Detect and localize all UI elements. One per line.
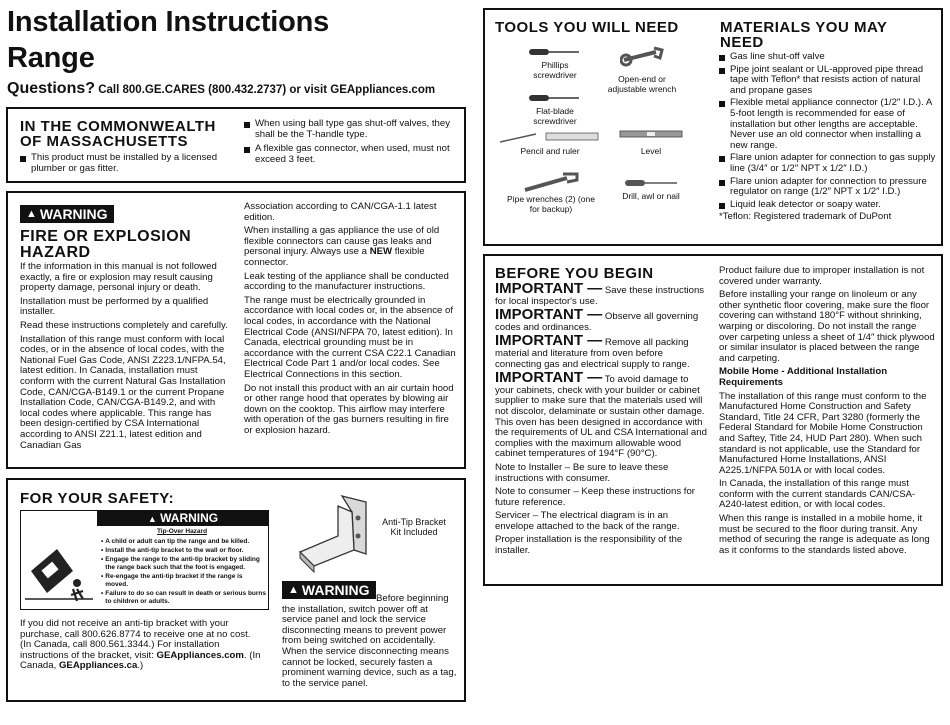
tool-level: Level: [611, 130, 691, 156]
power-warning-text: Before beginning the installation, switch power off at service panel and lock the service disconnecting means to prevent power from being switched on accidentally. When the service disconnecting means cannot be locked, securely fasten a prominent warning device, such as a tag, to the service panel.: [282, 593, 457, 689]
questions-site-link[interactable]: GEAppliances.com: [330, 84, 436, 96]
tip-over-icon: [21, 511, 97, 609]
questions-line: [7, 80, 435, 98]
bracket-icon: [294, 492, 384, 578]
before-you-begin-box: [483, 254, 943, 586]
screwdriver-icon: [527, 92, 583, 104]
tool-wrench: Open-end or adjustable wrench: [599, 46, 685, 94]
tool-phillips-screwdriver: Phillips screwdriver: [521, 46, 589, 80]
massachusetts-bullet: This product must be installed by a licensed plumber or gas fitter.: [20, 153, 230, 174]
tool-drill: Drill, awl or nail: [611, 178, 691, 201]
massachusetts-title: IN THE COMMONWEALTH OF MASSACHUSETTS: [20, 118, 216, 150]
warning-right-column: Association according to CAN/CGA-1.1 latest edition. When installing a gas appliance the use of old flexible connectors can cause gas leaks and personal injury. Always use a NEW flexible connector. Leak testing of the appliance shall be conducted according to the manufacturer instructions. The range must be electrically grounded in accordance with local codes or, in the absence of local codes, in accordance with the National Electrical Code (ANSI/NFPA 70, latest edition). In Canada, electrical grounding must be in accordance with the current CSA C22.1 Canadian Electrical Code Part 1 and/or local codes. See Electrical Connections in this section. Do not install this product with an air curtain hood or other range hood that operates by blowing air down on the cooktop. This airflow may interfere with operation of the gas burners resulting in fire or explosion hazard.: [244, 201, 456, 436]
power-warning-label: ▲ WARNING: [282, 580, 376, 599]
wrench-icon: [620, 46, 664, 68]
massachusetts-box: [6, 107, 466, 183]
warning-triangle-icon: ▲: [26, 208, 37, 220]
tip-over-pictogram: [21, 511, 97, 609]
tip-over-subtitle: Tip-Over Hazard: [156, 528, 208, 535]
before-right-column: Product failure due to improper installation is not covered under warranty. Before installing your range on linoleum or any other synthetic floor covering, make sure the floor covering can withstand 180°F without shrinking, warping or discoloring. Do not install the range over carpeting unless a sheet of 1/4″ thick plywood or similar insulator is placed between the range and carpeting. Mobile Home - Additional Installation Requirements The installation of this range must conform to the Manufactured Home Construction and Safety Standard, Title 24 CFR, Part 3280 (formerly the Federal Standard for Mobile Home Construction and Saftey, Title 24, HUD Part 280). When such standard is not applicable, use the Standard for Manufactured Home Installations, ANSI A225.1/NFPA 501A or with local codes. In Canada, the installation of this range must conform with the current standards CAN/CSA-A240-latest edition, or with local codes. When this range is installed in a mobile home, it must be secured to the floor during transit. Any method of securing the range is adequate as long as it conforms to the standards listed above.: [719, 265, 935, 556]
before-title: BEFORE YOU BEGIN: [495, 265, 654, 282]
massachusetts-bullets-right: When using ball type gas shut-off valves, they shall be the T-handle type. A flexible gas connector, when used, must not exceed 3 feet.: [244, 119, 454, 169]
fire-explosion-title: FIRE OR EXPLOSION HAZARD: [20, 228, 192, 261]
materials-title: MATERIALS YOU MAY NEED: [720, 19, 888, 51]
fire-explosion-warning-box: [6, 191, 466, 469]
level-icon: [619, 130, 683, 138]
ge-ca-link[interactable]: GEAppliances.ca: [58, 660, 138, 672]
awl-icon: [623, 178, 679, 188]
tools-title: TOOLS YOU WILL NEED: [495, 19, 679, 36]
warning-triangle-icon: ▲: [288, 584, 299, 596]
warning-triangle-icon: ▲: [147, 514, 157, 524]
warning-left-column: If the information in this manual is not followed exactly, a fire or explosion may result causing property damage, personal injury or death. Installation must be performed by a qualified installer. Read these instructions completely and carefully. Installation of this range must conform with local codes, or in the absence of local codes, with the National Fuel Gas Code, ANSI Z223.1/NFPA.54, latest edition. In Canada, installation must conform with the current Natural Gas Installation Code, CAN/CGA-B149.1 or the current Propane Installation Code, CAN/CGA-B149.2, and with local codes where applicable. This range has been design-certified by CSA International according to ANSI Z21.1, latest edition and Canadian Gas: [20, 261, 228, 451]
safety-box: [6, 478, 466, 702]
safety-title: FOR YOUR SAFETY:: [20, 490, 175, 507]
ge-us-link[interactable]: GEAppliances.com: [156, 649, 244, 661]
tool-flat-blade-screwdriver: Flat-blade screwdriver: [521, 92, 589, 126]
tool-pipe-wrenches: Pipe wrenches (2) (one for backup): [501, 172, 601, 214]
bracket-caption: Anti-Tip Bracket Kit Included: [382, 517, 446, 537]
mobile-home-heading: Mobile Home - Additional Installation Requirements: [719, 366, 888, 388]
teflon-footnote: *Teflon: Registered trademark of DuPont: [719, 211, 892, 223]
questions-label: Questions?: [7, 80, 96, 97]
tip-over-warning-banner: ▲ WARNING: [97, 511, 269, 526]
screwdriver-icon: [527, 46, 583, 58]
tools-materials-box: [483, 8, 943, 246]
questions-call: Call 800.GE.CARES (800.432.2737) or visit: [98, 84, 328, 96]
pencil-ruler-icon: [498, 130, 602, 144]
anti-tip-info: If you did not receive an anti-tip bracket with your purchase, call 800.626.8774 to receive one at no cost. (In Canada, call 800.561.3344.) For installation instructions of the bracket, visit: GEAppliances.com. (In Canada, GEAppliances.ca.): [20, 618, 261, 672]
materials-list: Gas line shut-off valve Pipe joint sealant or UL-approved pipe thread tape with Teflon* that resists action of natural and propane gases Flexible metal appliance connector (1/2″ I.D.). A 5-foot length is recommended for ease of installation but other lengths are acceptable. Never use an old connector when installing a new range. Flare union adapter for connection to gas supply line (3/4″ or 1/2″ NPT x 1/2″ I.D.) Flare union adapter for connection to pressure regulator on range (1/2″ NPT x 1/2″ I.D.) Liquid leak detector or soapy water. *Teflon: Registered trademark of DuPont: [719, 51, 936, 223]
page-title: Installation Instructions Range: [7, 6, 330, 74]
pipe-wrench-icon: [521, 172, 581, 192]
tip-over-label: [20, 510, 269, 610]
before-left-column: IMPORTANT — Save these instructions for local inspector's use. IMPORTANT — Observe all governing codes and ordinances. IMPORTANT — Remove all packing material and literature from oven before connecting gas and electrical supply to range. IMPORTANT — To avoid damage to your cabinets, check with your builder or cabinet supplier to make sure that the materials used will not discolor, delaminate or sustain other damage. This oven has been designed in accordance with the requirements of UL and CSA International and complies with the maximum allowable wood cabinet temperatures of 194°F (90°C). Note to Installer – Be sure to leave these instructions with consumer. Note to consumer – Keep these instructions for future reference. Servicer – The electrical diagram is in an envelope attached to the back of the range. Proper installation is the responsibility of the installer.: [495, 280, 707, 557]
anti-tip-bracket-image: [294, 492, 384, 578]
warning-label: ▲ WARNING: [20, 204, 114, 223]
tool-pencil-ruler: Pencil and ruler: [495, 130, 605, 156]
tip-over-list: • A child or adult can tip the range and be killed. • Install the anti-tip bracket to the wall or floor. • Engage the range to the anti-tip bracket by sliding the range back such that the foot is engaged. • Re-engage the anti-tip bracket if the range is moved. • Failure to do so can result in death or serious burns to children or adults.: [101, 538, 267, 605]
